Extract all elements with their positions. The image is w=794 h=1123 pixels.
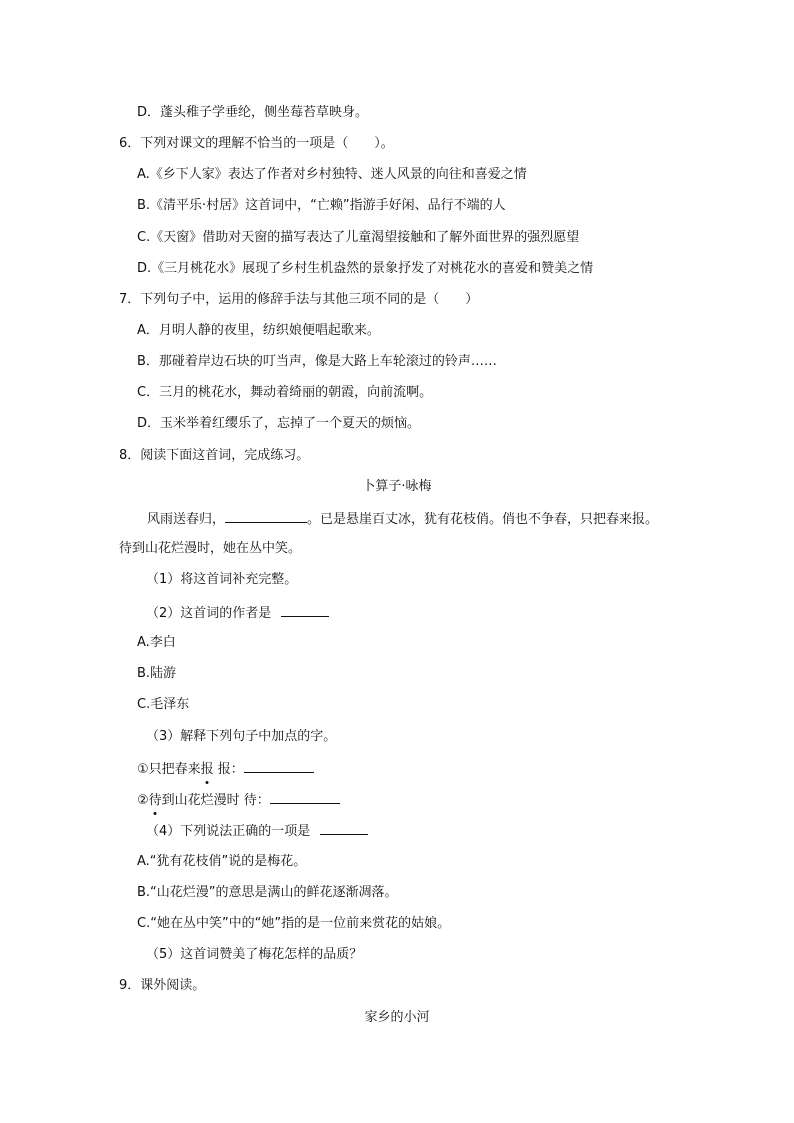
- q6-option-d: D.《三月桃花水》展现了乡村生机盎然的景象抒发了对桃花水的喜爱和赞美之情: [137, 261, 594, 276]
- q7-option-c: C．三月的桃花水，舞动着绮丽的朝霞，向前流啊。: [137, 385, 433, 400]
- dai-answer-blank[interactable]: [270, 789, 340, 804]
- q8-sub1: （1）将这首词补充完整。: [146, 572, 298, 587]
- poem-fill-blank[interactable]: [225, 508, 307, 523]
- q8-sub3-item1-post: 报：: [213, 762, 244, 777]
- q8-stem: 8．阅读下面这首词，完成练习。: [119, 448, 310, 463]
- q8-sub4-option-a: A.“犹有花枝俏”说的是梅花。: [137, 854, 307, 869]
- q6-option-c: C.《天窗》借助对天窗的描写表达了儿童渴望接触和了解外面世界的强烈愿望: [137, 230, 580, 245]
- q7-option-b: B．那碰着岸边石块的叮当声，像是大路上车轮滚过的铃声……: [137, 354, 497, 369]
- q8-sub3-item2: [137, 789, 340, 811]
- q8-sub3-item2-pre: ②: [137, 793, 149, 808]
- q7-option-d: D．玉米举着红缨乐了，忘掉了一个夏天的烦恼。: [137, 416, 421, 431]
- q6-option-a: A.《乡下人家》表达了作者对乡村独特、迷人风景的向往和喜爱之情: [137, 167, 527, 182]
- bao-answer-blank[interactable]: [244, 758, 314, 773]
- sub4-answer-blank[interactable]: [320, 820, 368, 835]
- poem-line-1-end: 。已是悬崖百丈冰，犹有花枝俏。俏也不争春，只把春来报。: [307, 512, 659, 527]
- poem-line-1-start: 风雨送春归，: [147, 512, 226, 527]
- poem-title: 卜算子·咏梅: [362, 479, 432, 494]
- q8-sub2-option-a: A.李白: [137, 635, 176, 650]
- q8-sub2-option-b: B.陆游: [137, 666, 177, 681]
- q8-sub2-option-c: C.毛泽东: [137, 697, 190, 712]
- q8-sub2: [146, 602, 329, 624]
- q8-sub5: （5）这首词赞美了梅花怎样的品质？: [146, 947, 363, 962]
- q9-stem: 9．课外阅读。: [119, 978, 206, 993]
- q6-stem: 6．下列对课文的理解不恰当的一项是（ ）。: [119, 136, 394, 151]
- q8-sub3-item1-pre: ①只把春来: [137, 762, 201, 777]
- dotted-char-dai: 待: [149, 791, 162, 811]
- q8-sub4-option-c: C.“她在丛中笑”中的“她”指的是一位前来赏花的姑娘。: [137, 916, 451, 931]
- q7-option-a: A．月明人静的夜里，纺织娘便唱起歌来。: [137, 323, 380, 338]
- q8-sub3-item1: [137, 758, 314, 780]
- q8-sub4-option-b: B.“山花烂漫”的意思是满山的鲜花逐渐凋落。: [137, 885, 398, 900]
- author-answer-blank[interactable]: [281, 602, 329, 617]
- q8-sub4: [146, 820, 368, 842]
- q6-option-b: B.《清平乐·村居》这首词中，“亡赖”指游手好闲、品行不端的人: [137, 198, 506, 213]
- q9-passage-title: 家乡的小河: [364, 1010, 430, 1025]
- poem-line-1: [147, 508, 658, 530]
- q8-sub4-text: （4）下列说法正确的一项是: [146, 824, 311, 839]
- dotted-char-bao: 报: [201, 760, 214, 780]
- q7-stem: 7．下列句子中，运用的修辞手法与其他三项不同的是（ ）: [119, 292, 479, 307]
- q5-option-d: D．蓬头稚子学垂纶，侧坐莓苔草映身。: [137, 105, 369, 120]
- q8-sub2-text: （2）这首词的作者是: [146, 606, 272, 621]
- q8-sub3-item2-post: 到山花烂漫时 待：: [161, 793, 270, 808]
- poem-line-2: 待到山花烂漫时，她在丛中笑。: [119, 541, 302, 556]
- q8-sub3: （3）解释下列句子中加点的字。: [146, 729, 337, 744]
